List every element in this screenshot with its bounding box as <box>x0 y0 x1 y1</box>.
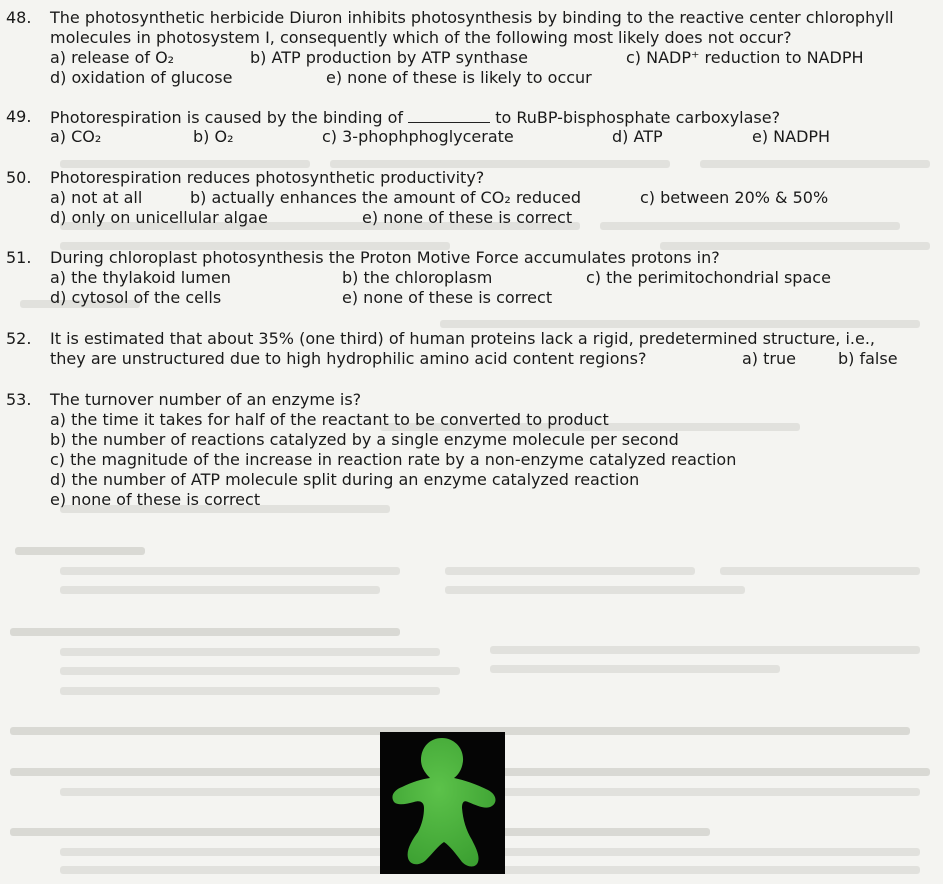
option-b: b) O₂ <box>193 127 234 146</box>
question-text: to RuBP-bisphosphate carboxylase? <box>495 108 781 127</box>
option-d: d) the number of ATP molecule split during an enzyme catalyzed reaction <box>50 470 640 489</box>
answer-blank <box>408 107 490 123</box>
question-number: 53. <box>6 390 32 409</box>
question-text: The photosynthetic herbicide Diuron inhibits photosynthesis by binding to the reactive center chlorophyll <box>50 8 894 27</box>
option-e: e) NADPH <box>752 127 831 146</box>
option-a: a) not at all <box>50 188 143 207</box>
option-b: b) the number of reactions catalyzed by a single enzyme molecule per second <box>50 430 679 449</box>
option-d: d) ATP <box>612 127 663 146</box>
figure-image <box>380 732 505 874</box>
question-number: 51. <box>6 248 32 267</box>
option-c: c) the magnitude of the increase in reaction rate by a non-enzyme catalyzed reaction <box>50 450 737 469</box>
option-e: e) none of these is correct <box>50 490 261 509</box>
question-number: 48. <box>6 8 32 27</box>
question-number: 52. <box>6 329 32 348</box>
option-a: a) release of O₂ <box>50 48 175 67</box>
option-c: c) the perimitochondrial space <box>586 268 831 287</box>
option-a: a) the time it takes for half of the reactant to be converted to product <box>50 410 609 429</box>
question-text: molecules in photosystem I, consequently which of the following most likely does not occur? <box>50 28 792 47</box>
question-number: 50. <box>6 168 32 187</box>
question-text: Photorespiration reduces photosynthetic productivity? <box>50 168 485 187</box>
option-b: b) ATP production by ATP synthase <box>250 48 528 67</box>
question-text: During chloroplast photosynthesis the Proton Motive Force accumulates protons in? <box>50 248 720 267</box>
option-d: d) oxidation of glucose <box>50 68 233 87</box>
question-text: The turnover number of an enzyme is? <box>50 390 362 409</box>
option-d: d) only on unicellular algae <box>50 208 268 227</box>
option-d: d) cytosol of the cells <box>50 288 222 307</box>
question-text: It is estimated that about 35% (one third) of human proteins lack a rigid, predetermined structure, i.e., <box>50 329 875 348</box>
option-b: b) false <box>838 349 898 368</box>
option-b: b) the chloroplasm <box>342 268 493 287</box>
option-c: c) 3-phophphoglycerate <box>322 127 514 146</box>
green-person-figure-icon <box>380 732 505 874</box>
question-number: 49. <box>6 107 32 126</box>
option-a: a) CO₂ <box>50 127 102 146</box>
option-c: c) NADP⁺ reduction to NADPH <box>626 48 864 67</box>
option-a: a) the thylakoid lumen <box>50 268 231 287</box>
option-b: b) actually enhances the amount of CO₂ reduced <box>190 188 581 207</box>
option-e: e) none of these is correct <box>362 208 573 227</box>
option-e: e) none of these is correct <box>342 288 553 307</box>
question-text: they are unstructured due to high hydrophilic amino acid content regions? <box>50 349 647 368</box>
option-e: e) none of these is likely to occur <box>326 68 592 87</box>
option-a: a) true <box>742 349 796 368</box>
question-text: Photorespiration is caused by the binding of <box>50 108 403 127</box>
option-c: c) between 20% & 50% <box>640 188 829 207</box>
